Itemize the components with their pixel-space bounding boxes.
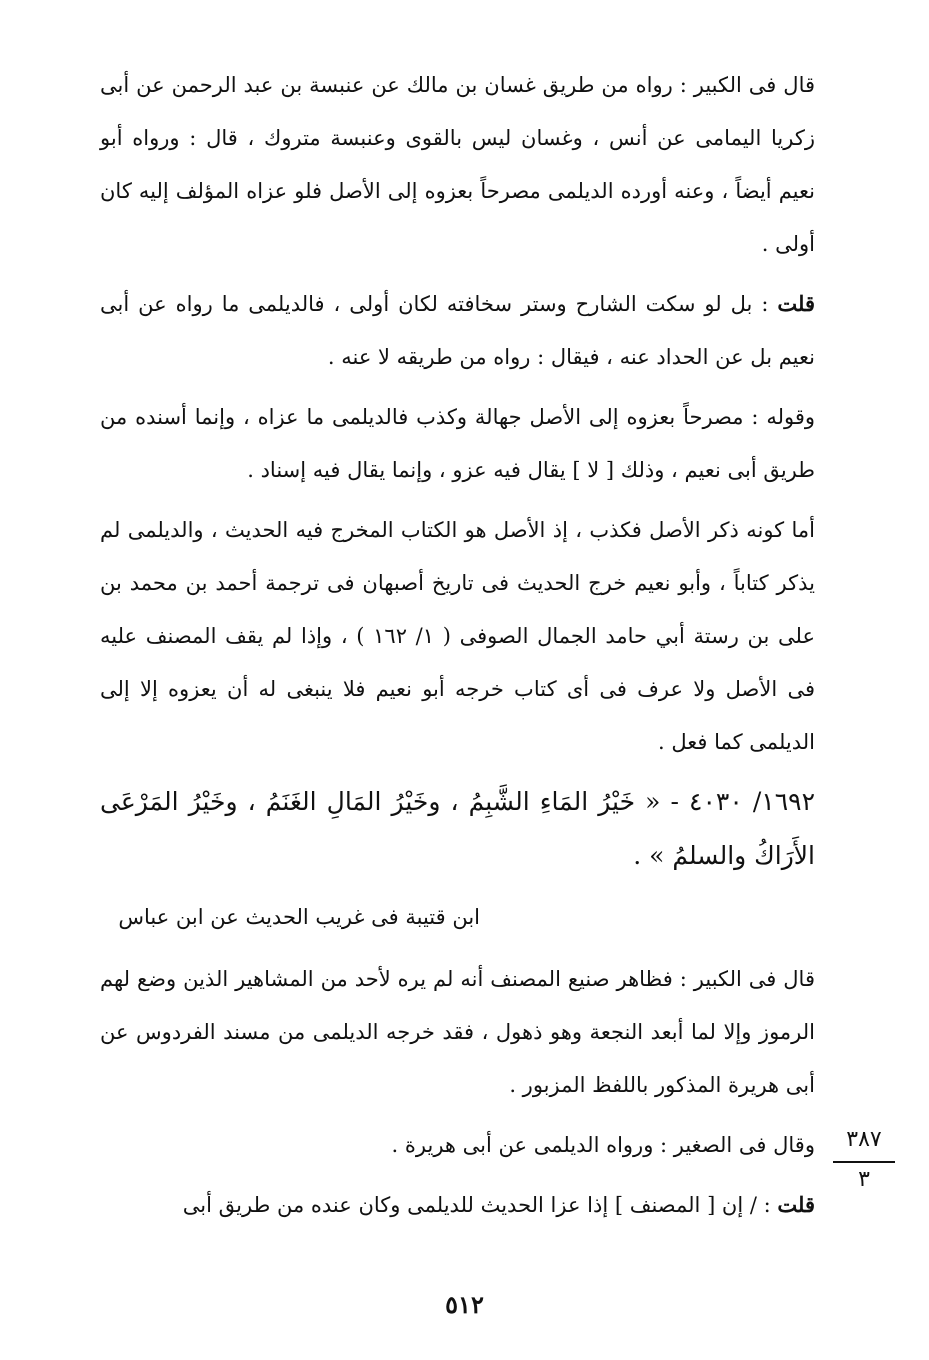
hadith-text: ١٦٩٢/ ٤٠٣٠ - « خَيْرُ المَاءِ الشَّبِمُ ، وخَيْرُ المَالِ الغَنَمُ ، وخَيْرُ المَرْعَى الأَرَاكُ والسلمُ » .: [100, 787, 815, 870]
paragraph-text: : بل لو سكت الشارح وستر سخافته لكان أولى ، فالديلمى ما رواه عن أبى نعيم بل عن الحداد عنه ، فيقال : رواه من طريقه لا عنه .: [100, 292, 815, 369]
paragraph-1: [100, 58, 815, 271]
paragraph-lead: قلت: [777, 291, 815, 316]
margin-divider: [833, 1161, 895, 1163]
commentary-2: [100, 1118, 815, 1172]
paragraph-text: وقوله : مصرحاً بعزوه إلى الأصل جهالة وكذب فالديلمى ما عزاه ، وإنما أسنده من طريق أبى نعيم ، وذلك [ لا ] يقال فيه عزو ، وإنما يقال فيه إسناد .: [100, 405, 815, 482]
margin-reference-bottom: ٣: [858, 1167, 870, 1192]
paragraph-4: [100, 503, 815, 769]
paragraph-text: : / إن [ المصنف ] إذا عزا الحديث للديلمى وكان عنده من طريق أبى: [182, 1193, 778, 1217]
paragraph-lead: قلت: [777, 1192, 815, 1217]
margin-reference-top: ٣٨٧: [846, 1127, 882, 1152]
paragraph-text: أما كونه ذكر الأصل فكذب ، إذ الأصل هو الكتاب المخرج فيه الحديث ، والديلمى لم يذكر كتاباً ، وأبو نعيم خرج الحديث فى تاريخ أصبهان فى ترجمة أحمد بن محمد بن على بن رستة أبي حامد الجمال الصوفى ( ١/ ١٦٢ ) ، وإذا لم يقف المصنف عليه فى الأصل ولا عرف فى أى كتاب خرجه أبو نعيم فلا ينبغى له أن يعزوه إلا إلى الديلمى كما فعل .: [100, 518, 815, 754]
paragraph-2: [100, 277, 815, 384]
paragraph-text: قال فى الكبير : رواه من طريق غسان بن مالك عن عنبسة بن عبد الرحمن عن أبى زكريا اليمامى عن أنس ، وغسان ليس بالقوى وعنبسة متروك ، قال : ورواه أبو نعيم أيضاً ، وعنه أورده الديلمى مصرحاً بعزوه إلى الأصل فلو عزاه المؤلف إليه كان أولى .: [100, 73, 815, 256]
paragraph-3: [100, 390, 815, 497]
hadith-source: ابن قتيبة فى غريب الحديث عن ابن عباس: [118, 905, 480, 929]
main-text-column: [100, 58, 815, 1238]
margin-reference: [833, 1125, 895, 1195]
page-number: ٥١٢: [445, 1290, 484, 1319]
paragraph-text: وقال فى الصغير : ورواه الديلمى عن أبى هريرة .: [391, 1133, 815, 1157]
commentary-1: [100, 952, 815, 1112]
paragraph-text: قال فى الكبير : فظاهر صنيع المصنف أنه لم يره لأحد من المشاهير الذين وضع لهم الرموز وإلا لما أبعد النجعة وهو ذهول ، فقد خرجه الديلمى من مسند الفردوس عن أبى هريرة المذكور باللفظ المزبور .: [100, 967, 815, 1097]
commentary-3: [100, 1178, 815, 1232]
